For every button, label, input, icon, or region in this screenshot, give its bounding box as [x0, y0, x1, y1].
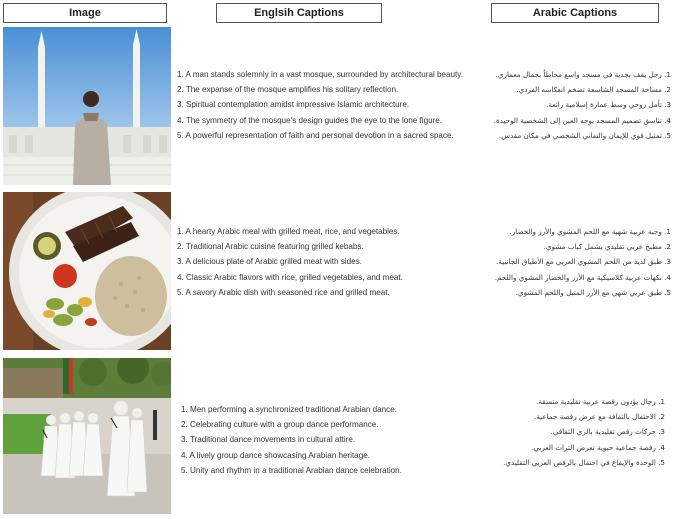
- caption-line: 1. A man stands solemnly in a vast mosque, surrounded by architectural beauty.: [177, 70, 463, 79]
- caption-line: 4. نكهات عربية كلاسيكية مع الأرز والخضار المشوي واللحم.: [494, 272, 671, 282]
- meal-arabic-captions: [441, 224, 671, 300]
- caption-line: 2. مساحة المسجد الشاسعة تضخم انعكاسه الفردي.: [516, 85, 671, 95]
- caption-line: 5. A savory Arabic dish with seasoned rice and grilled meat.: [177, 287, 390, 297]
- caption-line: 4. The symmetry of the mosque's design guides the eye to the lone figure.: [177, 115, 443, 125]
- caption-line: 1. A hearty Arabic meal with grilled meat, rice, and vegetables.: [177, 227, 400, 236]
- dance-arabic-captions: [435, 394, 665, 470]
- caption-line: 1. رجل يقف بجدية في مسجد واسع محاطاً بجمال معماري.: [495, 70, 671, 79]
- meal-english-captions: [177, 224, 482, 300]
- grilled-meal-photo: [3, 192, 171, 350]
- caption-line: 3. تأمل روحي وسط عمارة إسلامية رائعة.: [546, 100, 671, 110]
- mosque-arabic-captions: [441, 67, 671, 143]
- caption-line: 2. الاحتفال بالثقافة مع عرض رقصة جماعية.: [534, 412, 665, 422]
- caption-line: 1. Men performing a synchronized traditional Arabian dance.: [181, 405, 397, 414]
- caption-line: 3. A delicious plate of Arabic grilled meat with sides.: [177, 257, 362, 267]
- grilled-meal-illustration: [3, 192, 171, 350]
- caption-line: 5. A powerful representation of faith and personal devotion in a sacred space.: [177, 130, 454, 140]
- group-dance-photo: [3, 358, 171, 514]
- group-dance-illustration: [3, 358, 171, 514]
- caption-line: 2. مطبخ عربي تقليدي يشمل كباب مشوي.: [543, 242, 671, 252]
- image-column-header: Image: [3, 3, 167, 23]
- caption-line: 2. The expanse of the mosque amplifies his solitary reflection.: [177, 85, 399, 95]
- arabic-column-header: Arabic Captions: [491, 3, 659, 23]
- caption-line: 5. تمثيل قوي للإيمان والتفاني الشخصي في مكان مقدس.: [498, 130, 671, 140]
- mosque-english-captions: [177, 67, 482, 143]
- caption-line: 2. Celebrating culture with a group dance performance.: [181, 420, 379, 430]
- caption-line: 1. وجبة عربية شهية مع اللحم المشوي والأرز والخضار.: [509, 227, 671, 236]
- caption-line: 2. Traditional Arabic cuisine featuring grilled kebabs.: [177, 242, 364, 252]
- mosque-illustration: [3, 27, 171, 185]
- caption-line: 5. طبق عربي شهي مع الأرز المتبل واللحم المشوي.: [515, 287, 671, 297]
- caption-line: 3. طبق لذيذ من اللحم المشوي العربي مع الأطباق الجانبية.: [496, 257, 671, 267]
- caption-line: 4. رقصة جماعية حيوية تعرض التراث العربي.: [531, 442, 665, 452]
- caption-line: 4. تناسق تصميم المسجد يوجه العين إلى الشخصية الوحيدة.: [493, 115, 671, 125]
- caption-line: 3. Traditional dance movements in cultural attire.: [181, 435, 356, 445]
- caption-line: 3. حركات رقص تقليدية بالزي الثقافي.: [550, 427, 665, 437]
- english-column-header: Englsih Captions: [216, 3, 382, 23]
- caption-line: 5. الوحدة والإيقاع في احتفال بالرقص العربي التقليدي.: [503, 457, 665, 467]
- caption-line: 4. Classic Arabic flavors with rice, grilled vegetables, and meat.: [177, 272, 403, 282]
- mosque-photo: [3, 27, 171, 185]
- caption-line: 4. A lively group dance showcasing Arabian heritage.: [181, 450, 370, 460]
- caption-line: 5. Unity and rhythm in a traditional Arabian dance celebration.: [181, 465, 402, 475]
- caption-line: 3. Spiritual contemplation amidst impressive Islamic architecture.: [177, 100, 410, 110]
- caption-line: 1. رجال يؤدون رقصة عربية تقليدية متسقة.: [536, 397, 665, 406]
